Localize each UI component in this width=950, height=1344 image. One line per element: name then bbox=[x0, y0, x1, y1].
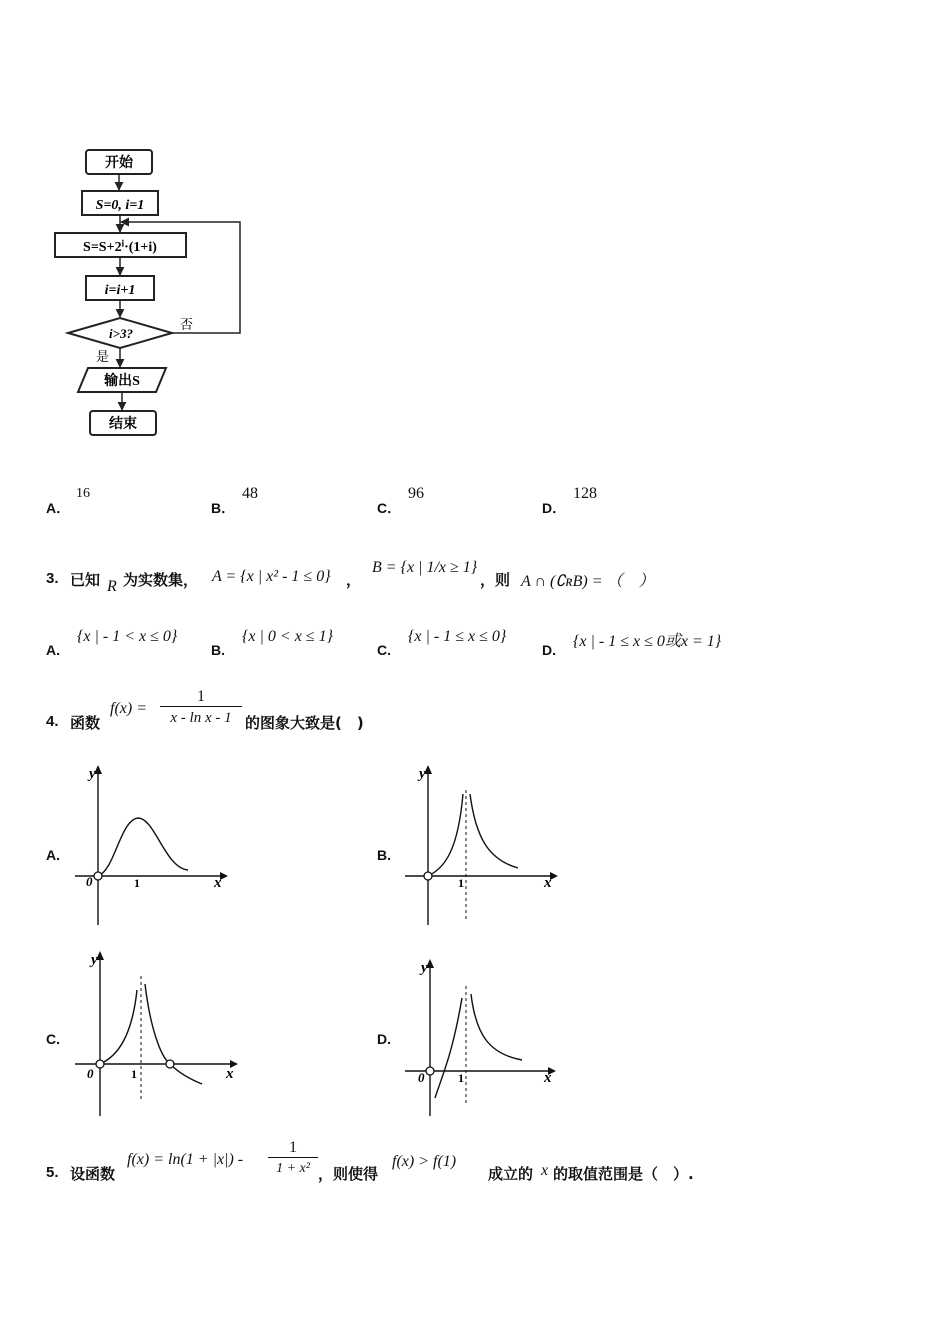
q3-text-b: 为实数集， bbox=[123, 571, 199, 589]
graph-a-y-label: y bbox=[89, 766, 96, 782]
q2-option-c-value: 96 bbox=[408, 485, 424, 502]
q4-fraction bbox=[160, 688, 242, 729]
q3-option-a-value: {x | - 1 < x ≤ 0} bbox=[77, 628, 178, 645]
graph-c-origin: 0 bbox=[87, 1066, 94, 1081]
flow-init-label: S=0, i=1 bbox=[95, 198, 145, 213]
graph-a-origin: 0 bbox=[86, 874, 93, 889]
q4-option-d-letter: D. bbox=[377, 1031, 391, 1047]
graph-b-y-label: y bbox=[419, 766, 426, 782]
q5-denominator: 1 + x² bbox=[276, 1161, 310, 1176]
graph-d-one: 1 bbox=[458, 1071, 464, 1085]
graph-d-y-label: y bbox=[421, 960, 428, 976]
q3-option-b-value: {x | 0 < x ≤ 1} bbox=[242, 628, 333, 645]
graph-a-x-label: x bbox=[214, 875, 222, 891]
q3-set-b: B = {x | 1/x ≥ 1} bbox=[372, 559, 478, 576]
graph-c-y-label: y bbox=[91, 952, 98, 968]
q4-option-b-letter: B. bbox=[377, 847, 391, 863]
q3-set-a: A = {x | x² - 1 ≤ 0} bbox=[212, 568, 331, 585]
q5-numerator: 1 bbox=[289, 1139, 297, 1156]
q3-option-c-value: {x | - 1 ≤ x ≤ 0} bbox=[408, 628, 507, 645]
graph-d-curve-right bbox=[471, 994, 522, 1060]
graph-b-one: 1 bbox=[458, 876, 464, 890]
q3-option-d-letter: D. bbox=[542, 642, 556, 658]
q5-text-b: ，则使得 bbox=[318, 1165, 379, 1183]
graph-a-one: 1 bbox=[134, 876, 140, 890]
graph-c-one: 1 bbox=[131, 1067, 137, 1081]
q4-text-b: 的图象大致是( ) bbox=[245, 714, 364, 732]
graph-d bbox=[400, 946, 570, 1121]
graph-d-origin: 0 bbox=[418, 1070, 425, 1085]
q3-option-b-letter: B. bbox=[211, 642, 225, 658]
q2-option-d-letter: D． bbox=[542, 500, 567, 516]
flow-output-label: 输出S bbox=[104, 374, 140, 389]
graph-b-curve-right bbox=[470, 794, 518, 868]
q4-number: 4. bbox=[46, 713, 59, 730]
q3-text-a: 已知 bbox=[70, 571, 101, 589]
q4-text-a: 函数 bbox=[70, 714, 101, 732]
graph-c-curve-right bbox=[145, 984, 202, 1084]
q5-text-c: 成立的 bbox=[488, 1165, 534, 1183]
flow-start-label: 开始 bbox=[105, 156, 133, 171]
flow-no-label: 否 bbox=[180, 317, 194, 332]
graph-b-x-label: x bbox=[544, 875, 552, 891]
q2-option-b-letter: B． bbox=[211, 500, 236, 516]
graph-a bbox=[70, 760, 230, 930]
q4-option-a-letter: A. bbox=[46, 847, 60, 863]
q2-option-c-letter: C． bbox=[377, 500, 402, 516]
flow-condition-label: i>3? bbox=[108, 326, 134, 341]
q3-text-c: ，则 bbox=[480, 571, 511, 589]
q4-denominator: x - ln x - 1 bbox=[170, 710, 232, 726]
graph-a-curve bbox=[98, 818, 188, 876]
q2-option-a-letter: A． bbox=[46, 500, 71, 516]
graph-d-x-label: x bbox=[544, 1070, 552, 1086]
q5-text-a: 设函数 bbox=[70, 1165, 116, 1183]
q5-number: 5. bbox=[46, 1164, 59, 1181]
graph-b bbox=[400, 760, 560, 930]
q5-var: x bbox=[541, 1162, 549, 1179]
q5-fraction bbox=[268, 1139, 318, 1180]
flow-update-label: S=S+2ⁱ·(1+i) bbox=[83, 240, 157, 255]
q3-comma: ， bbox=[346, 571, 362, 589]
q3-expr: A ∩ (∁ʀB) = （ ） bbox=[521, 573, 655, 590]
graph-b-curve-left bbox=[428, 794, 463, 876]
flow-end-label: 结束 bbox=[109, 417, 137, 432]
graph-c bbox=[70, 946, 240, 1121]
q2-option-a-value: 16 bbox=[76, 486, 90, 501]
q5-fx: f(x) = ln(1 + |x|) - bbox=[127, 1151, 244, 1168]
q2-option-d-value: 128 bbox=[573, 485, 597, 502]
q2-option-b-value: 48 bbox=[242, 485, 258, 502]
flowchart bbox=[40, 140, 260, 450]
graph-c-curve-left bbox=[100, 990, 137, 1064]
q4-fx: f(x) = bbox=[110, 700, 147, 717]
q4-option-c-letter: C. bbox=[46, 1031, 60, 1047]
flow-yes-label: 是 bbox=[96, 349, 110, 364]
flow-increment-label: i=i+1 bbox=[104, 283, 136, 298]
q3-r: R bbox=[107, 578, 117, 595]
q4-numerator: 1 bbox=[197, 688, 205, 705]
q3-number: 3. bbox=[46, 570, 59, 587]
q5-ineq: f(x) > f(1) bbox=[392, 1153, 457, 1170]
q3-option-d-value: {x | - 1 ≤ x ≤ 0或x = 1} bbox=[573, 633, 722, 650]
graph-c-x-label: x bbox=[226, 1066, 234, 1082]
q3-option-c-letter: C. bbox=[377, 642, 391, 658]
q5-text-d: 的取值范围是（ ）. bbox=[553, 1165, 694, 1183]
q3-option-a-letter: A. bbox=[46, 642, 60, 658]
